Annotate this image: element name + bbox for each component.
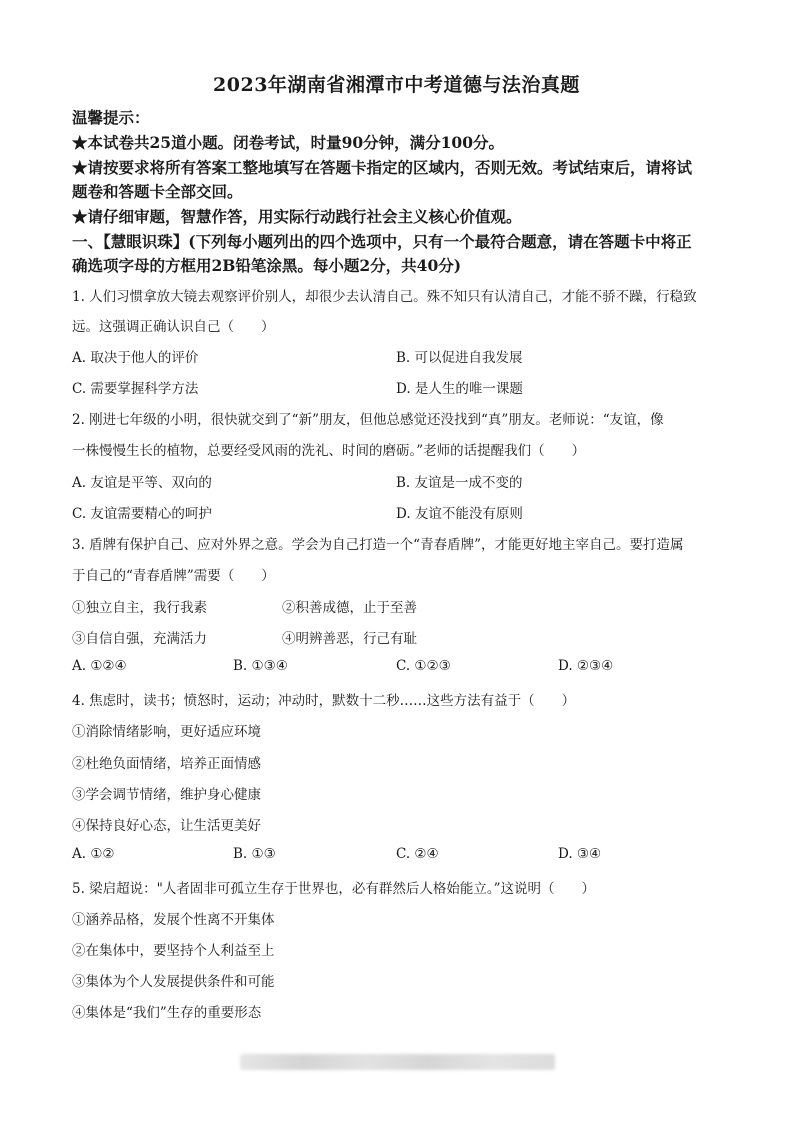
tip-line: ★请按要求将所有答案工整地填写在答题卡指定的区域内，否则无效。考试结束后，请将试 [72,158,693,177]
option-a: A. 友谊是平等、双向的 [72,475,212,491]
option-c: C. ①②③ [396,658,451,674]
option-a: A. ①② [72,846,115,862]
statement-item: ②杜绝负面情绪，培养正面情感 [72,756,261,772]
blurred-watermark [240,1054,555,1070]
statement-item: ③自信自强，充满活力 [72,631,207,647]
question-stem: 3. 盾牌有保护自己、应对外界之意。学会为自己打造一个“青春盾牌”，才能更好地主宰自己。要打造属 [72,537,684,553]
option-d: D. ③④ [558,846,602,862]
tips-heading: 温馨提示： [72,108,150,127]
statement-item: ②在集体中，要坚持个人利益至上 [72,943,275,959]
statement-item: ④集体是“我们”生存的重要形态 [72,1005,262,1021]
section-heading: 确选项字母的方框用2B铅笔涂黑。每小题2分，共40分) [72,256,462,275]
statement-item: ④保持良好心态，让生活更美好 [72,818,261,834]
statement-item: ①涵养品格，发展个性离不开集体 [72,912,275,928]
option-b: B. 可以促进自我发展 [396,350,523,366]
question-stem: 于自己的“青春盾牌”需要（ ） [72,568,275,584]
option-b: B. 友谊是一成不变的 [396,475,523,491]
statement-item: ①消除情绪影响，更好适应环境 [72,724,261,740]
option-d: D. 是人生的唯一课题 [396,381,523,397]
question-stem: 远。这强调正确认识自己（ ） [72,319,275,335]
statement-item: ②积善成德，止于至善 [282,600,417,616]
question-stem: 一株慢慢生长的植物，总要经受风雨的洗礼、时间的磨砺。”老师的话提醒我们（ ） [72,443,586,459]
tip-line: ★请仔细审题，智慧作答，用实际行动践行社会主义核心价值观。 [72,207,522,226]
option-a: A. 取决于他人的评价 [72,350,199,366]
option-c: C. 友谊需要精心的呵护 [72,506,212,522]
option-c: C. ②④ [396,846,439,862]
statement-item: ④明辨善恶，行己有耻 [282,631,417,647]
option-d: D. 友谊不能没有原则 [396,506,523,522]
tip-line: ★本试卷共25道小题。闭卷考试，时量90分钟，满分100分。 [72,133,504,152]
option-c: C. 需要掌握科学方法 [72,381,199,397]
section-heading: 一、【慧眼识珠】(下列每小题列出的四个选项中，只有一个最符合题意，请在答题卡中将正 [72,232,692,251]
question-stem: 5. 梁启超说："人者固非可孤立生存于世界也，必有群然后人格始能立。”这说明（ ） [72,881,596,897]
question-stem: 2. 刚进七年级的小明，很快就交到了“新”朋友，但他总感觉还没找到“真”朋友。老师说：“友谊，像 [72,412,664,428]
statement-item: ③集体为个人发展提供条件和可能 [72,974,275,990]
question-stem: 4. 焦虑时，读书；愤怒时，运动；冲动时，默数十二秒……这些方法有益于（ ） [72,693,576,709]
page-title: 2023年湖南省湘潭市中考道德与法治真题 [213,74,580,96]
statement-item: ③学会调节情绪，维护身心健康 [72,787,261,803]
statement-item: ①独立自主，我行我素 [72,600,207,616]
option-b: B. ①③ [233,846,276,862]
option-d: D. ②③④ [558,658,614,674]
tip-line: 题卷和答题卡全部交回。 [72,182,243,201]
option-a: A. ①②④ [72,658,127,674]
question-stem: 1. 人们习惯拿放大镜去观察评价别人，却很少去认清自己。殊不知只有认清自己，才能不骄不躁，行稳致 [72,289,697,305]
option-b: B. ①③④ [233,658,288,674]
